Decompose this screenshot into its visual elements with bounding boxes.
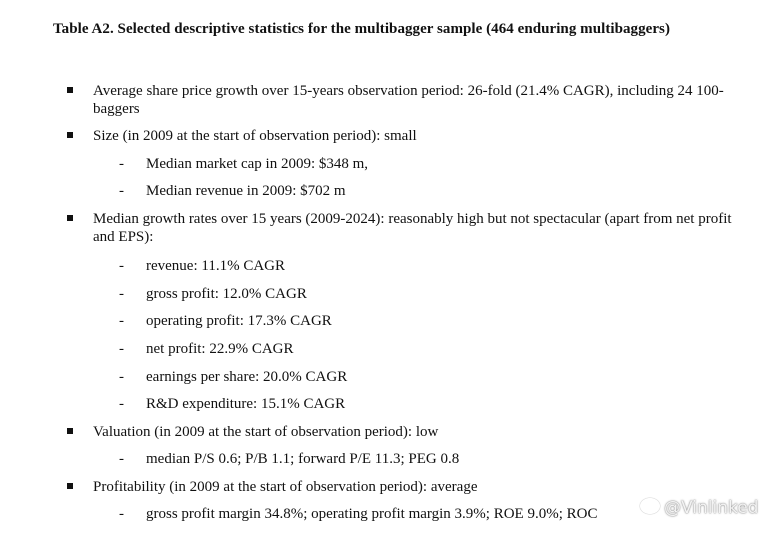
dash-marker: -: [119, 341, 124, 357]
sub-valuation-ratios: median P/S 0.6; P/B 1.1; forward P/E 11.3; PEG 0.8: [146, 451, 460, 467]
dash-marker: -: [119, 506, 124, 522]
bullet-profitability: Profitability (in 2009 at the start of observation period): average: [93, 479, 478, 495]
dash-marker: -: [119, 183, 124, 199]
sub-median-market-cap: Median market cap in 2009: $348 m,: [146, 156, 369, 172]
bullet-marker: [67, 215, 73, 221]
sub-gross-profit-cagr: gross profit: 12.0% CAGR: [146, 286, 307, 302]
dash-marker: -: [119, 156, 124, 172]
sub-net-profit-cagr: net profit: 22.9% CAGR: [146, 341, 294, 357]
sub-rnd-cagr: R&D expenditure: 15.1% CAGR: [146, 396, 346, 412]
sub-revenue-cagr: revenue: 11.1% CAGR: [146, 258, 285, 274]
bullet-valuation: Valuation (in 2009 at the start of observation period): low: [93, 424, 439, 440]
bullet-marker: [67, 483, 73, 489]
sub-median-revenue: Median revenue in 2009: $702 m: [146, 183, 346, 199]
sub-eps-cagr: earnings per share: 20.0% CAGR: [146, 369, 348, 385]
bullet-marker: [67, 132, 73, 138]
dash-marker: -: [119, 286, 124, 302]
dash-marker: -: [119, 369, 124, 385]
sub-profitability-ratios: gross profit margin 34.8%; operating profit margin 3.9%; ROE 9.0%; ROC: [146, 506, 598, 522]
bullet-marker: [67, 428, 73, 434]
sub-operating-profit-cagr: operating profit: 17.3% CAGR: [146, 313, 332, 329]
watermark: [640, 498, 758, 518]
bullet-marker: [67, 87, 73, 93]
dash-marker: -: [119, 451, 124, 467]
bullet-size: Size (in 2009 at the start of observation period): small: [93, 128, 417, 144]
dash-marker: -: [119, 258, 124, 274]
watermark-text: @Vinlinked: [664, 498, 759, 518]
bullet-share-price-growth: Average share price growth over 15-years observation period: 26-fold (21.4% CAGR), including 24 100-baggers: [93, 83, 724, 117]
bullet-median-growth-rates: Median growth rates over 15 years (2009-2024): reasonably high but not spectacular (apart from net profit and EPS):: [93, 211, 732, 245]
chat-bubble-icon: [640, 498, 660, 514]
table-title: Table A2. Selected descriptive statistics for the multibagger sample (464 enduring multibaggers): [53, 21, 670, 37]
dash-marker: -: [119, 313, 124, 329]
dash-marker: -: [119, 396, 124, 412]
